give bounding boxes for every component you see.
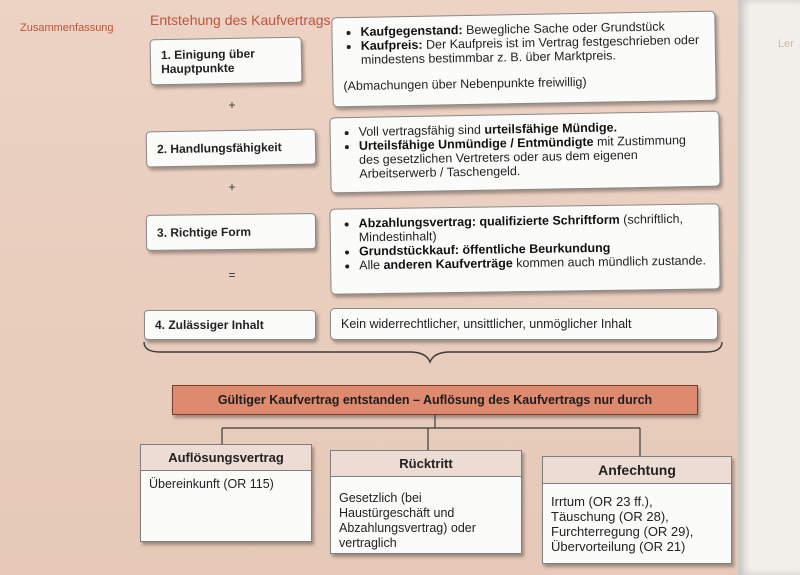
list-item: • Alle anderen Kaufverträge kommen auch mündlich zustande. [359,253,709,272]
list-item: Irrtum (OR 23 ff.), [551,494,653,509]
list-item: • Kaufgegenstand: Bewegliche Sache oder Grundstück [360,19,704,39]
list-item: • Abzahlungsvertrag: qualifizierte Schriftform (schriftlich, Mindestinhalt) [359,211,709,244]
list-item: Übervorteilung (OR 21) [551,539,686,554]
list-item: Furchterregung (OR 29), [551,524,694,539]
list-item: • Kaufpreis: Der Kaufpreis ist im Vertrag festgeschrieben oder mindestens bestimmbar z. B. über Marktpreis. [361,33,705,67]
step-3-label: 3. Richtige Form [146,213,316,251]
result-banner: Gültiger Kaufvertrag entstanden – Auflösung des Kaufvertrags nur durch [172,385,698,415]
plus-operator: + [228,98,236,112]
equals-operator: = [228,268,236,282]
next-page-text: Ler [778,38,794,50]
card-body: Gesetzlich (bei Haustürgeschäft und Abzahlungsvertrag) oder vertraglich [339,491,476,550]
card-body: Übereinkunft (OR 115) [149,477,274,491]
step-4-label: 4. Zulässiger Inhalt [144,310,316,340]
margin-label: Zusammenfassung [20,22,114,34]
step-4-details: Kein widerrechtlicher, unsittlicher, unmöglicher Inhalt [330,308,718,340]
card-title: Anfechtung [543,457,731,484]
card-title: Auflösungsvertrag [141,445,311,471]
card-ruecktritt [330,450,522,554]
step-1-label: 1. Einigung über Hauptpunkte [150,37,303,86]
step-1-note: (Abmachungen über Nebenpunkte freiwillig) [343,74,587,94]
card-aufloesungsvertrag [140,444,312,542]
plus-operator: + [228,180,236,194]
list-item: Täuschung (OR 28), [551,509,669,524]
next-page-edge [738,0,800,575]
list-item: • Urteilsfähige Unmündige / Entmündigte mit Zustimmung des gesetzlichen Vertreters oder aus dem eigenen Arbeitserwerb / Taschengeld. [359,133,710,181]
card-body [543,484,731,560]
section-heading: Entstehung des Kaufvertrags [150,12,331,28]
card-anfechtung [542,456,732,564]
list-item: • Grundstückkauf: öffentliche Beurkundung [359,239,709,258]
card-title: Rücktritt [331,451,521,477]
list-item: • Voll vertragsfähig sind urteilsfähige Mündige. [359,119,709,139]
step-2-label: 2. Handlungsfähigkeit [146,129,317,168]
